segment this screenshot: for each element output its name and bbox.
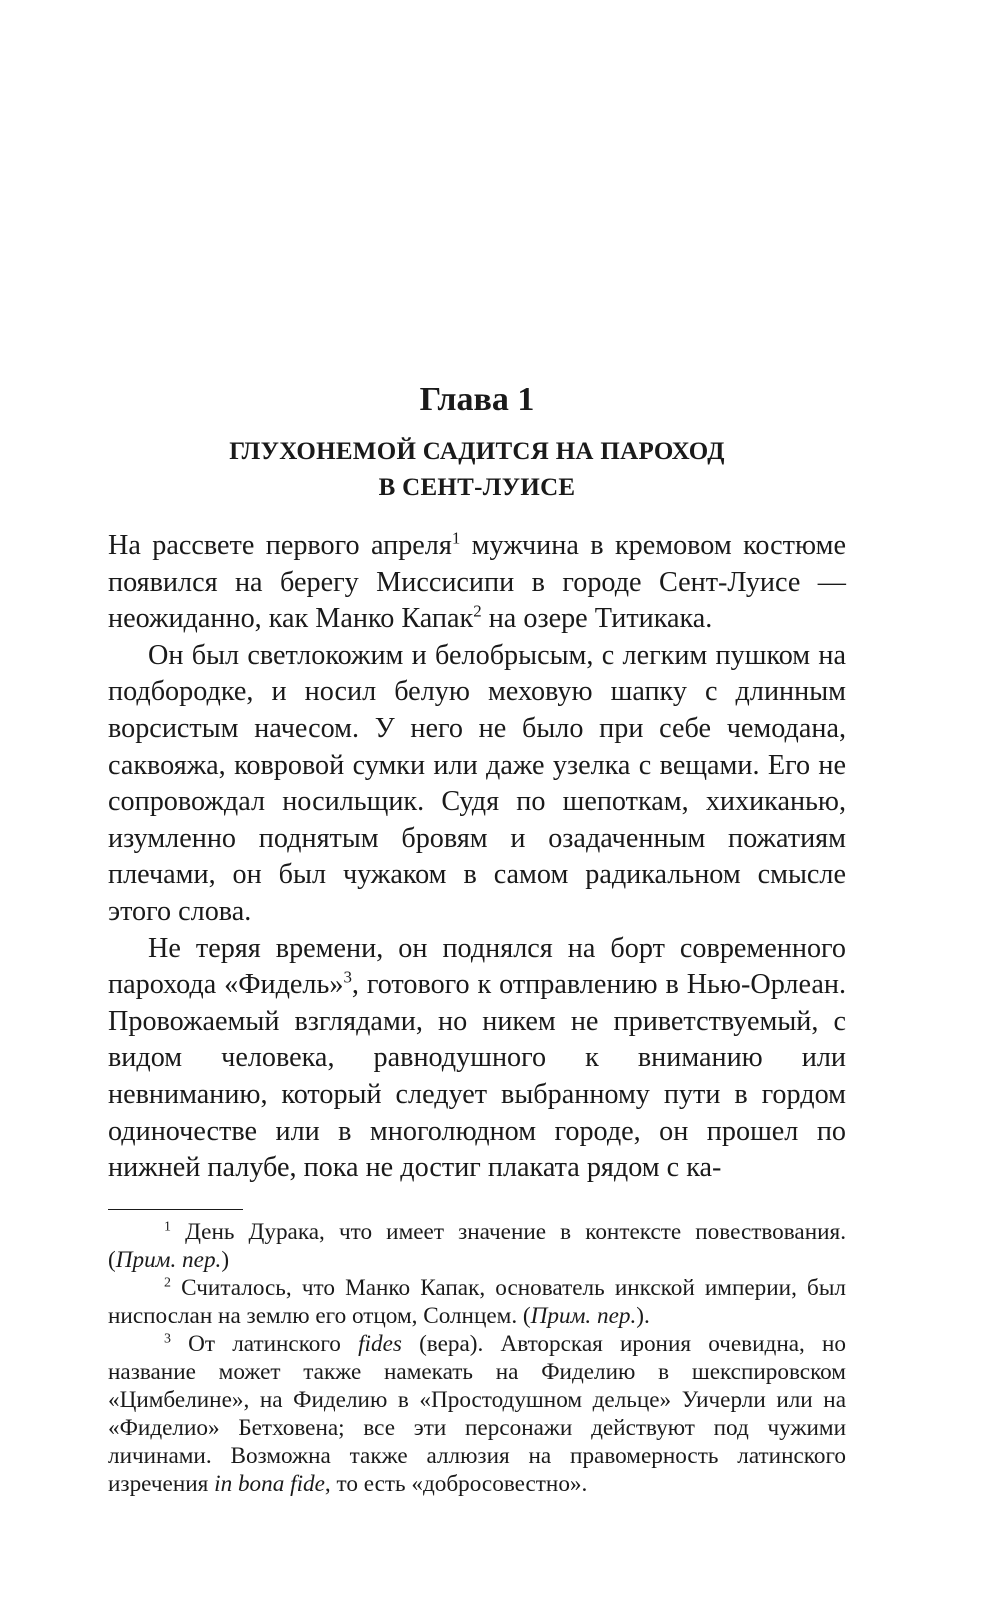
chapter-title-line-2: В СЕНТ-ЛУИСЕ [378,474,576,501]
footnote-1-marker: 1 [164,1218,171,1234]
footnote-2-note: Прим. пер. [530,1302,637,1329]
footnote-1-close: ) [221,1246,230,1273]
chapter-title [108,434,846,506]
paragraph-3-text-a: Не теряя времени, он поднялся на борт современного парохода «Фидель» [108,932,846,1001]
footnote-2-close: ). [636,1302,650,1329]
footnote-3 [108,1330,846,1498]
footnote-ref-2: 2 [473,601,482,621]
book-page [108,380,846,1498]
footnote-3-text-a: От латинского [170,1330,359,1357]
footnote-3-italic-b: in bona fide [214,1470,325,1497]
footnote-2-text: Считалось, что Манко Капак, основатель инкской империи, был ниспослан на землю его отцом, Солнцем. ( [108,1274,846,1329]
footnote-2 [108,1274,846,1330]
footnotes [108,1218,846,1498]
footnote-1-note: Прим. пер. [115,1246,222,1273]
footnote-3-text-c: , то есть «добросовестно». [324,1470,588,1497]
paragraph-1-text-c: на озере Титикака. [481,603,713,635]
footnote-2-marker: 2 [164,1274,171,1290]
footnote-divider [108,1209,243,1210]
paragraph-1 [108,528,846,638]
footnote-ref-1: 1 [451,528,461,548]
footnote-3-text-b: (вера). Авторская ирония очевидна, но название может также намекать на Фиделию в шекспировском «Цимбелине», на Фиделию в «Простодушном дельце» Уичерли или на «Фиделио» Бетховена; все эти персонажи действуют под чужими личинами. Возможна также аллюзия на правомерность латинского изречения [108,1330,846,1497]
paragraph-1-text-b: мужчина в кремовом костюме появился на берегу Миссисипи в городе Сент-Луисе — неожиданно, как Манко Капак [108,530,846,635]
chapter-number: Глава 1 [419,381,535,418]
chapter-title-line-1: ГЛУХОНЕМОЙ САДИТСЯ НА ПАРОХОД [229,438,725,465]
paragraph-1-text-a: На рассвете первого апреля [108,530,452,561]
paragraph-2: Он был светлокожим и белобрысым, с легким пушком на подбородке, и носил белую меховую шапку с длинным ворсистым начесом. У него не было при себе чемодана, саквояжа, ковровой сумки или даже узелка с вещами. Его не сопровождал носильщик. Судя по шепоткам, хихиканью, изумленно поднятым бровям и озадаченным пожатиям плечами, он был чужаком в самом радикальном смысле этого слова. [108,639,846,927]
footnote-3-marker: 3 [164,1330,171,1346]
paragraph-3 [108,931,846,1187]
footnote-3-italic-a: fides [358,1330,402,1357]
footnote-ref-3: 3 [343,967,352,987]
chapter-body [108,528,846,1187]
paragraph-3-text-b: , готового к отправлению в Нью-Орлеан. Провожаемый взглядами, но никем не приветствуемый, с видом человека, равнодушного к вниманию или невниманию, который следует выбранному пути в гордом одиночестве или в многолюдном городе, он прошел по нижней палубе, пока не достиг плаката рядом с ка- [108,969,846,1184]
footnote-1-text: День Дурака, что имеет значение в контексте повествования. ( [108,1218,846,1273]
footnote-1 [108,1218,846,1274]
